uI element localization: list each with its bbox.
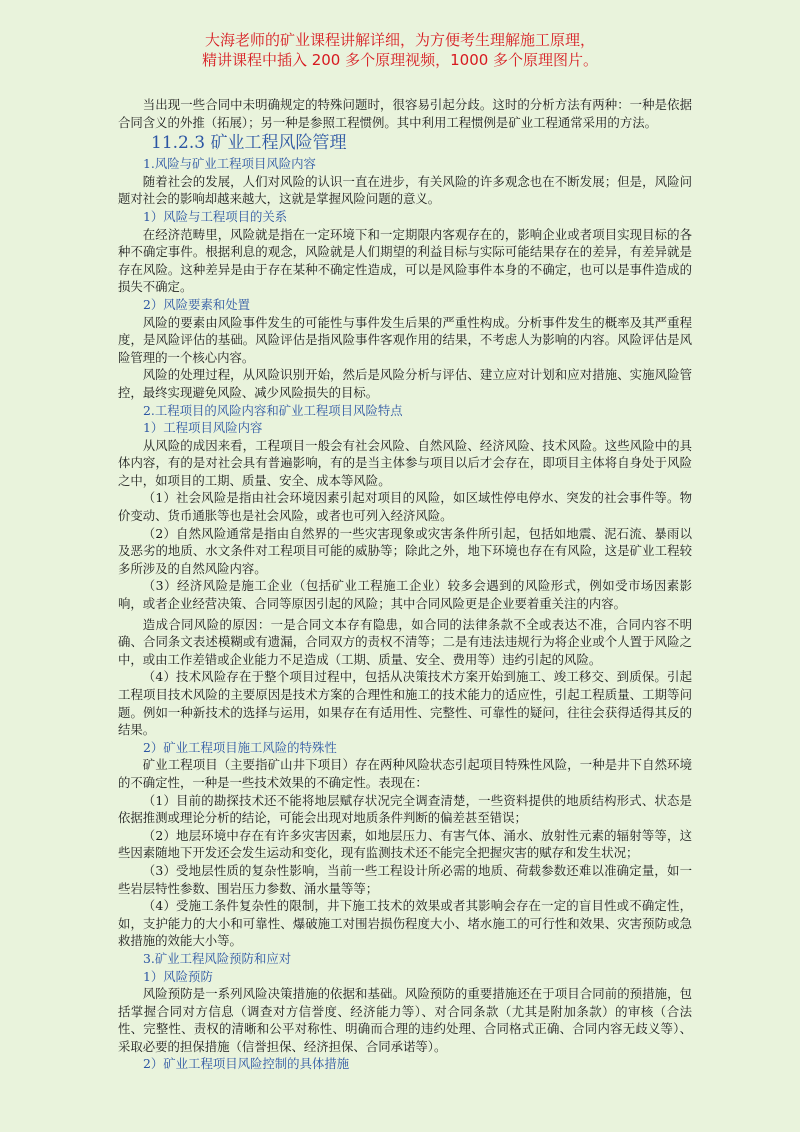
paragraph: （1）社会风险是指由社会环境因素引起对项目的风险，如区域性停电停水、突发的社会事件等。物价变动、货币通胀等也是社会风险，或者也可列入经济风险。 <box>118 490 692 524</box>
paragraph: （4）技术风险存在于整个项目过程中，包括从决策技术方案开始到施工、竣工移交、到质保。引起工程项目技术风险的主要原因是技术方案的合理性和施工的技术能力的适应性，引起工程质量、工期等问题。例如一种新技术的选择与运用，如果存在有适用性、完整性、可靠性的疑问，往往会获得适得其反的结果。 <box>118 669 692 738</box>
paragraph: （4）受施工条件复杂性的限制，井下施工技术的效果或者其影响会存在一定的盲目性或不确定性，如，支护能力的大小和可靠性、爆破施工对围岩损伤程度大小、堵水施工的可行性和效果、灾害预防或急救措施的效能大小等。 <box>118 898 692 949</box>
paragraph: （2）自然风险通常是指由自然界的一些灾害现象或灾害条件所引起，包括如地震、泥石流、暴雨以及恶劣的地质、水文条件对工程项目可能的威胁等；除此之外，地下环境也存在有风险，这是矿业工程较多所涉及的自然风险内容。 <box>118 525 692 576</box>
banner-line-2: 精讲课程中插入 200 多个原理视频，1000 多个原理图片。 <box>201 51 599 69</box>
paragraph: 随着社会的发展，人们对风险的认识一直在进步，有关风险的许多观念也在不断发展；但是，风险问题对社会的影响却越来越大，这就是掌握风险问题的意义。 <box>118 173 692 207</box>
subheading-risk-relation: 1）风险与工程项目的关系 <box>143 208 288 224</box>
subheading-risk-elements: 2）风险要素和处置 <box>143 296 251 312</box>
paragraph: （3）受地层性质的复杂性影响，当前一些工程设计所必需的地质、荷载参数还难以准确定量，如一些岩层特性参数、围岩压力参数、涌水量等等； <box>118 862 692 896</box>
subheading-prevention: 1）风险预防 <box>143 968 213 984</box>
paragraph: 风险预防是一系列风险决策措施的依据和基础。风险预防的重要措施还在于项目合同前的预措施，包括掌握合同对方信息（调查对方信誉度、经济能力等）、对合同条款（尤其是附加条款）的审核（合法性、完整性、责权的清晰和公平对称性、明确而合理的违约处理、合同格式正确、合同内容无歧义等）、采取必要的担保措施（信誉担保、经济担保、合同承诺等）。 <box>118 986 692 1054</box>
paragraph: （2）地层环境中存在有许多灾害因素，如地层压力、有害气体、涌水、放射性元素的辐射等等，这些因素随地下开发还会发生运动和变化，现有监测技术还不能完全把握灾害的赋存和发生状况； <box>118 827 692 861</box>
document-body <box>118 96 692 1073</box>
subheading-control-measures: 2）矿业工程项目风险控制的具体措施 <box>143 1056 350 1072</box>
section-title: 11.2.3 矿业工程风险管理 <box>151 133 347 154</box>
promo-banner <box>0 30 800 70</box>
paragraph: 造成合同风险的原因：一是合同文本存有隐患，如合同的法律条款不全或表达不准，合同内容不明确、合同条文表述模糊或有遗漏，合同双方的责权不清等；二是有违法违规行为将企业或个人置于风险之中，或由工作差错或企业能力不足造成（工期、质量、安全、费用等）违约引起的风险。 <box>118 616 692 667</box>
paragraph: 在经济范畴里，风险就是指在一定环境下和一定期限内客观存在的，影响企业或者项目实现目标的各种不确定事件。根据利息的观念，风险就是人们期望的利益目标与实际可能结果存在的差异，有差异就是存在风险。这种差异是由于存在某种不确定性造成，可以是风险事件本身的不确定，也可以是事件造成的损失不确定。 <box>118 226 692 295</box>
paragraph: （3）经济风险是施工企业（包括矿业工程施工企业）较多会遇到的风险形式，例如受市场因素影响，或者企业经营决策、合同等原因引起的风险；其中合同风险更是企业要着重关注的内容。 <box>118 578 692 612</box>
heading-risk-prevention: 3.矿业工程风险预防和应对 <box>143 950 292 966</box>
paragraph: 风险的处理过程，从风险识别开始，然后是风险分析与评估、建立应对计划和应对措施、实施风险管控，最终实现避免风险、减少风险损失的目标。 <box>118 367 692 400</box>
heading-project-risk: 2.工程项目的风险内容和矿业工程项目风险特点 <box>143 402 403 418</box>
intro-paragraph: 当出现一些合同中未明确规定的特殊问题时，很容易引起分歧。这时的分析方法有两种：一种是依据合同含义的外推（拓展）；另一种是参照工程惯例。其中利用工程惯例是矿业工程通常采用的方法。 <box>118 97 692 130</box>
banner-line-1: 大海老师的矿业课程讲解详细，为方便考生理解施工原理， <box>204 31 595 49</box>
paragraph: 矿业工程项目（主要指矿山井下项目）存在两种风险状态引起项目特殊性风险，一种是井下自然环境的不确定性，一种是一些技术效果的不确定性。表现在： <box>118 757 692 790</box>
paragraph: （1）目前的勘探技术还不能将地层赋存状况完全调查清楚，一些资料提供的地质结构形式、状态是依据推测或理论分析的结论，可能会出现对地质条件判断的偏差甚至错误； <box>118 792 692 826</box>
subheading-project-risk-content: 1）工程项目风险内容 <box>143 420 263 436</box>
paragraph: 从风险的成因来看，工程项目一般会有社会风险、自然风险、经济风险、技术风险。这些风险中的具体内容，有的是对社会具有普遍影响，有的是当主体参与项目以后才会存在，即项目主体将自身处于风险之中，如项目的工期、质量、安全、成本等风险。 <box>118 437 692 488</box>
paragraph: 风险的要素由风险事件发生的可能性与事件发生后果的严重性构成。分析事件发生的概率及其严重程度，是风险评估的基础。风险评估是指风险事件客观作用的结果，不考虑人为影响的内容。风险评估是风险管理的一个核心内容。 <box>118 314 692 365</box>
subheading-construction-risk: 2）矿业工程项目施工风险的特殊性 <box>143 739 337 755</box>
heading-risk-content: 1.风险与矿业工程项目风险内容 <box>143 156 316 172</box>
